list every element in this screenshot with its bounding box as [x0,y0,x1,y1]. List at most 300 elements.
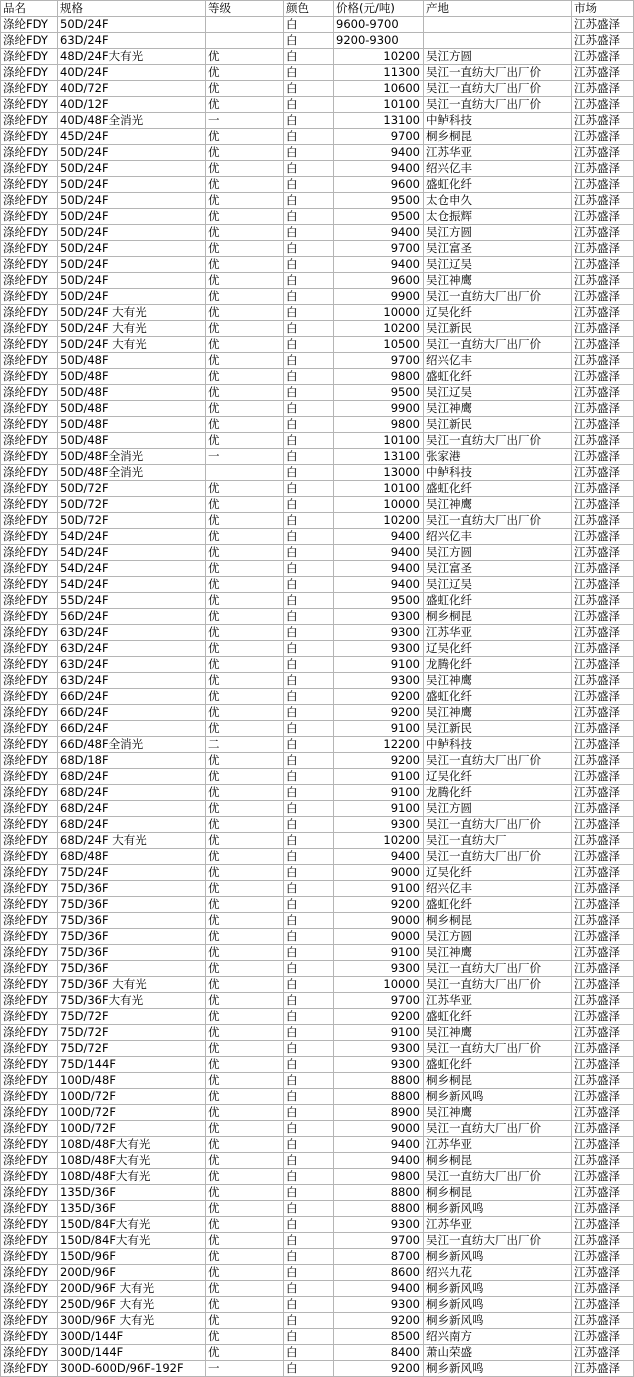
cell-product-name: 涤纶FDY [1,897,58,913]
cell-market: 江苏盛泽 [572,865,634,881]
cell-price: 9100 [334,801,424,817]
cell-spec: 63D/24F [58,625,206,641]
cell-grade: 优 [206,657,284,673]
cell-price: 9500 [334,209,424,225]
cell-grade: 一 [206,113,284,129]
header-grade: 等级 [206,1,284,17]
cell-grade: 优 [206,321,284,337]
table-row [1,945,634,961]
cell-spec: 100D/72F [58,1121,206,1137]
cell-market: 江苏盛泽 [572,417,634,433]
cell-color: 白 [284,17,334,33]
cell-spec: 75D/36F大有光 [58,993,206,1009]
cell-grade: 一 [206,449,284,465]
cell-price: 9100 [334,785,424,801]
cell-spec: 75D/36F 大有光 [58,977,206,993]
cell-product-name: 涤纶FDY [1,289,58,305]
cell-spec: 68D/24F [58,785,206,801]
cell-spec: 50D/24F [58,161,206,177]
cell-grade: 优 [206,689,284,705]
header-spec: 规格 [58,1,206,17]
cell-origin: 江苏华亚 [424,625,572,641]
table-row [1,785,634,801]
cell-price: 9400 [334,529,424,545]
cell-color: 白 [284,177,334,193]
cell-market: 江苏盛泽 [572,1009,634,1025]
cell-product-name: 涤纶FDY [1,177,58,193]
cell-origin: 江苏华亚 [424,145,572,161]
cell-price: 9200 [334,1313,424,1329]
table-row [1,449,634,465]
table-row [1,769,634,785]
table-row [1,1313,634,1329]
cell-spec: 108D/48F大有光 [58,1153,206,1169]
cell-color: 白 [284,65,334,81]
cell-product-name: 涤纶FDY [1,753,58,769]
cell-spec: 200D/96F [58,1265,206,1281]
cell-origin: 龙腾化纤 [424,657,572,673]
cell-grade: 优 [206,1073,284,1089]
cell-spec: 66D/24F [58,689,206,705]
cell-price: 8800 [334,1089,424,1105]
cell-color: 白 [284,961,334,977]
cell-origin: 绍兴亿丰 [424,881,572,897]
cell-spec: 50D/48F [58,385,206,401]
table-row [1,305,634,321]
cell-grade: 优 [206,833,284,849]
cell-price: 8800 [334,1073,424,1089]
cell-product-name: 涤纶FDY [1,609,58,625]
cell-product-name: 涤纶FDY [1,321,58,337]
cell-product-name: 涤纶FDY [1,97,58,113]
cell-origin: 桐乡桐昆 [424,913,572,929]
cell-origin: 吴江方圆 [424,49,572,65]
cell-spec: 50D/24F [58,209,206,225]
cell-grade: 优 [206,161,284,177]
cell-product-name: 涤纶FDY [1,689,58,705]
cell-grade: 优 [206,913,284,929]
cell-price: 9400 [334,145,424,161]
cell-price: 9200-9300 [334,33,424,49]
cell-product-name: 涤纶FDY [1,1041,58,1057]
cell-price: 9100 [334,881,424,897]
cell-grade: 优 [206,817,284,833]
cell-product-name: 涤纶FDY [1,1169,58,1185]
table-row [1,1153,634,1169]
cell-grade: 优 [206,625,284,641]
cell-grade [206,465,284,481]
cell-price: 9700 [334,1233,424,1249]
table-row [1,17,634,33]
table-row [1,401,634,417]
cell-color: 白 [284,801,334,817]
cell-market: 江苏盛泽 [572,145,634,161]
cell-spec: 66D/48F全消光 [58,737,206,753]
cell-origin: 龙腾化纤 [424,785,572,801]
table-row [1,337,634,353]
cell-market: 江苏盛泽 [572,593,634,609]
table-row [1,913,634,929]
table-row [1,657,634,673]
cell-spec: 50D/48F [58,433,206,449]
cell-origin: 盛虹化纤 [424,1009,572,1025]
cell-origin: 桐乡新风鸣 [424,1201,572,1217]
cell-grade: 优 [206,577,284,593]
cell-price: 10200 [334,321,424,337]
table-row [1,1089,634,1105]
cell-grade: 优 [206,769,284,785]
cell-spec: 54D/24F [58,529,206,545]
cell-grade: 优 [206,81,284,97]
cell-price: 13100 [334,113,424,129]
cell-product-name: 涤纶FDY [1,1265,58,1281]
table-row [1,1009,634,1025]
table-row [1,1217,634,1233]
cell-color: 白 [284,625,334,641]
cell-product-name: 涤纶FDY [1,657,58,673]
table-row [1,1185,634,1201]
table-row [1,881,634,897]
cell-color: 白 [284,1089,334,1105]
cell-product-name: 涤纶FDY [1,33,58,49]
cell-market: 江苏盛泽 [572,273,634,289]
cell-market: 江苏盛泽 [572,1169,634,1185]
cell-color: 白 [284,465,334,481]
cell-market: 江苏盛泽 [572,817,634,833]
cell-price: 9400 [334,561,424,577]
cell-market: 江苏盛泽 [572,513,634,529]
cell-origin: 吴江一直纺大厂出厂价 [424,433,572,449]
cell-market: 江苏盛泽 [572,1185,634,1201]
cell-origin: 吴江一直纺大厂 [424,833,572,849]
cell-market: 江苏盛泽 [572,993,634,1009]
cell-product-name: 涤纶FDY [1,721,58,737]
cell-origin: 桐乡新风鸣 [424,1361,572,1377]
cell-market: 江苏盛泽 [572,721,634,737]
table-row [1,257,634,273]
table-row [1,273,634,289]
cell-color: 白 [284,897,334,913]
table-row [1,193,634,209]
cell-spec: 40D/48F全消光 [58,113,206,129]
cell-spec: 54D/24F [58,545,206,561]
cell-color: 白 [284,1153,334,1169]
cell-market: 江苏盛泽 [572,1329,634,1345]
cell-market: 江苏盛泽 [572,209,634,225]
cell-grade: 优 [206,545,284,561]
cell-color: 白 [284,1137,334,1153]
cell-market: 江苏盛泽 [572,1201,634,1217]
cell-color: 白 [284,721,334,737]
cell-color: 白 [284,1041,334,1057]
cell-price: 9300 [334,625,424,641]
cell-color: 白 [284,417,334,433]
cell-product-name: 涤纶FDY [1,449,58,465]
cell-market: 江苏盛泽 [572,1281,634,1297]
cell-product-name: 涤纶FDY [1,17,58,33]
cell-color: 白 [284,481,334,497]
cell-product-name: 涤纶FDY [1,641,58,657]
cell-origin: 吴江富圣 [424,241,572,257]
cell-market: 江苏盛泽 [572,1041,634,1057]
cell-color: 白 [284,593,334,609]
cell-grade: 优 [206,1249,284,1265]
cell-price: 9300 [334,1217,424,1233]
table-row [1,49,634,65]
cell-origin: 江苏华亚 [424,1137,572,1153]
cell-market: 江苏盛泽 [572,353,634,369]
table-row [1,129,634,145]
cell-market: 江苏盛泽 [572,1121,634,1137]
cell-color: 白 [284,33,334,49]
cell-market: 江苏盛泽 [572,481,634,497]
cell-grade: 优 [206,897,284,913]
cell-grade: 优 [206,257,284,273]
cell-origin: 盛虹化纤 [424,481,572,497]
table-row [1,897,634,913]
cell-spec: 50D/24F [58,17,206,33]
cell-grade: 优 [206,929,284,945]
cell-color: 白 [284,1009,334,1025]
cell-price: 9300 [334,609,424,625]
cell-spec: 108D/48F大有光 [58,1137,206,1153]
cell-grade: 优 [206,529,284,545]
cell-product-name: 涤纶FDY [1,273,58,289]
cell-color: 白 [284,769,334,785]
cell-product-name: 涤纶FDY [1,673,58,689]
cell-origin: 盛虹化纤 [424,1057,572,1073]
table-row [1,833,634,849]
cell-market: 江苏盛泽 [572,753,634,769]
table-row [1,1137,634,1153]
cell-market: 江苏盛泽 [572,977,634,993]
table-row [1,209,634,225]
cell-color: 白 [284,1345,334,1361]
table-row [1,1057,634,1073]
cell-price: 10000 [334,977,424,993]
cell-color: 白 [284,193,334,209]
cell-price: 8400 [334,1345,424,1361]
cell-price: 9300 [334,1297,424,1313]
cell-color: 白 [284,737,334,753]
table-row [1,1249,634,1265]
cell-product-name: 涤纶FDY [1,561,58,577]
cell-product-name: 涤纶FDY [1,1345,58,1361]
cell-spec: 63D/24F [58,33,206,49]
cell-product-name: 涤纶FDY [1,817,58,833]
cell-color: 白 [284,145,334,161]
cell-market: 江苏盛泽 [572,129,634,145]
cell-grade: 优 [206,961,284,977]
cell-color: 白 [284,305,334,321]
cell-spec: 100D/72F [58,1089,206,1105]
cell-origin: 吴江一直纺大厂出厂价 [424,1169,572,1185]
cell-price: 9100 [334,945,424,961]
cell-spec: 75D/36F [58,897,206,913]
cell-grade: 优 [206,129,284,145]
cell-origin: 盛虹化纤 [424,369,572,385]
cell-product-name: 涤纶FDY [1,1249,58,1265]
cell-spec: 63D/24F [58,657,206,673]
cell-origin: 吴江一直纺大厂出厂价 [424,1233,572,1249]
cell-color: 白 [284,1281,334,1297]
cell-spec: 300D/144F [58,1345,206,1361]
cell-color: 白 [284,1265,334,1281]
cell-grade: 优 [206,753,284,769]
cell-price: 9400 [334,161,424,177]
cell-origin: 张家港 [424,449,572,465]
cell-product-name: 涤纶FDY [1,209,58,225]
cell-origin: 吴江方圆 [424,801,572,817]
cell-color: 白 [284,1361,334,1377]
cell-market: 江苏盛泽 [572,257,634,273]
table-row [1,849,634,865]
cell-origin: 绍兴九花 [424,1265,572,1281]
cell-product-name: 涤纶FDY [1,513,58,529]
cell-grade: 优 [206,977,284,993]
cell-grade: 优 [206,1265,284,1281]
header-row [1,1,634,17]
table-row [1,65,634,81]
cell-grade: 优 [206,65,284,81]
cell-market: 江苏盛泽 [572,1057,634,1073]
table-row [1,417,634,433]
cell-market: 江苏盛泽 [572,657,634,673]
table-row [1,81,634,97]
cell-origin: 吴江辽吴 [424,257,572,273]
cell-origin: 桐乡新风鸣 [424,1297,572,1313]
cell-color: 白 [284,433,334,449]
cell-origin: 吴江神鹰 [424,497,572,513]
cell-market: 江苏盛泽 [572,609,634,625]
cell-market: 江苏盛泽 [572,641,634,657]
cell-color: 白 [284,497,334,513]
cell-product-name: 涤纶FDY [1,1009,58,1025]
cell-color: 白 [284,337,334,353]
cell-price: 8800 [334,1185,424,1201]
cell-market: 江苏盛泽 [572,833,634,849]
cell-price: 9700 [334,241,424,257]
cell-price: 10600 [334,81,424,97]
cell-spec: 150D/84F大有光 [58,1217,206,1233]
cell-origin: 吴江方圆 [424,929,572,945]
cell-origin: 桐乡桐昆 [424,1185,572,1201]
cell-color: 白 [284,977,334,993]
cell-market: 江苏盛泽 [572,577,634,593]
cell-grade: 优 [206,97,284,113]
cell-price: 10200 [334,49,424,65]
cell-price: 9000 [334,865,424,881]
cell-product-name: 涤纶FDY [1,401,58,417]
header-market: 市场 [572,1,634,17]
cell-price: 9400 [334,849,424,865]
cell-color: 白 [284,225,334,241]
cell-product-name: 涤纶FDY [1,369,58,385]
cell-market: 江苏盛泽 [572,337,634,353]
cell-grade: 优 [206,993,284,1009]
cell-market: 江苏盛泽 [572,1025,634,1041]
cell-price: 9800 [334,369,424,385]
cell-color: 白 [284,49,334,65]
cell-price: 8900 [334,1105,424,1121]
cell-market: 江苏盛泽 [572,913,634,929]
cell-spec: 75D/36F [58,945,206,961]
cell-origin: 辽吴化纤 [424,769,572,785]
table-row [1,1297,634,1313]
cell-color: 白 [284,1249,334,1265]
cell-color: 白 [284,321,334,337]
cell-color: 白 [284,289,334,305]
table-row [1,113,634,129]
table-row [1,561,634,577]
cell-grade: 优 [206,369,284,385]
cell-color: 白 [284,529,334,545]
cell-grade: 优 [206,785,284,801]
cell-price: 9900 [334,401,424,417]
cell-origin: 萧山荣盛 [424,1345,572,1361]
cell-price: 10100 [334,97,424,113]
cell-spec: 135D/36F [58,1185,206,1201]
header-origin: 产地 [424,1,572,17]
table-row [1,1265,634,1281]
cell-origin: 太仓振辉 [424,209,572,225]
cell-grade: 优 [206,385,284,401]
cell-spec: 55D/24F [58,593,206,609]
cell-grade: 优 [206,1297,284,1313]
cell-grade: 优 [206,1137,284,1153]
cell-price: 9300 [334,1041,424,1057]
cell-color: 白 [284,817,334,833]
cell-grade: 优 [206,1233,284,1249]
cell-origin: 吴江神鹰 [424,273,572,289]
cell-grade: 一 [206,1361,284,1377]
cell-origin: 江苏华亚 [424,993,572,1009]
cell-color: 白 [284,993,334,1009]
cell-price: 8800 [334,1201,424,1217]
cell-price: 9700 [334,129,424,145]
cell-product-name: 涤纶FDY [1,977,58,993]
cell-price: 9300 [334,817,424,833]
cell-color: 白 [284,545,334,561]
cell-spec: 50D/24F [58,145,206,161]
cell-spec: 68D/18F [58,753,206,769]
cell-grade: 优 [206,1313,284,1329]
cell-price: 9600 [334,273,424,289]
cell-price: 9400 [334,225,424,241]
cell-origin: 桐乡桐昆 [424,609,572,625]
cell-spec: 50D/72F [58,513,206,529]
cell-grade: 优 [206,513,284,529]
cell-origin: 辽吴化纤 [424,305,572,321]
cell-price: 10500 [334,337,424,353]
cell-product-name: 涤纶FDY [1,145,58,161]
cell-price: 9000 [334,913,424,929]
cell-product-name: 涤纶FDY [1,1137,58,1153]
cell-price: 9100 [334,657,424,673]
cell-market: 江苏盛泽 [572,625,634,641]
cell-origin: 吴江神鹰 [424,945,572,961]
cell-spec: 50D/24F [58,289,206,305]
header-price: 价格(元/吨) [334,1,424,17]
cell-grade: 优 [206,1201,284,1217]
cell-spec: 50D/24F 大有光 [58,337,206,353]
cell-spec: 50D/24F [58,241,206,257]
table-row [1,353,634,369]
cell-price: 10000 [334,305,424,321]
cell-product-name: 涤纶FDY [1,497,58,513]
cell-origin: 桐乡新风鸣 [424,1249,572,1265]
cell-price: 8700 [334,1249,424,1265]
